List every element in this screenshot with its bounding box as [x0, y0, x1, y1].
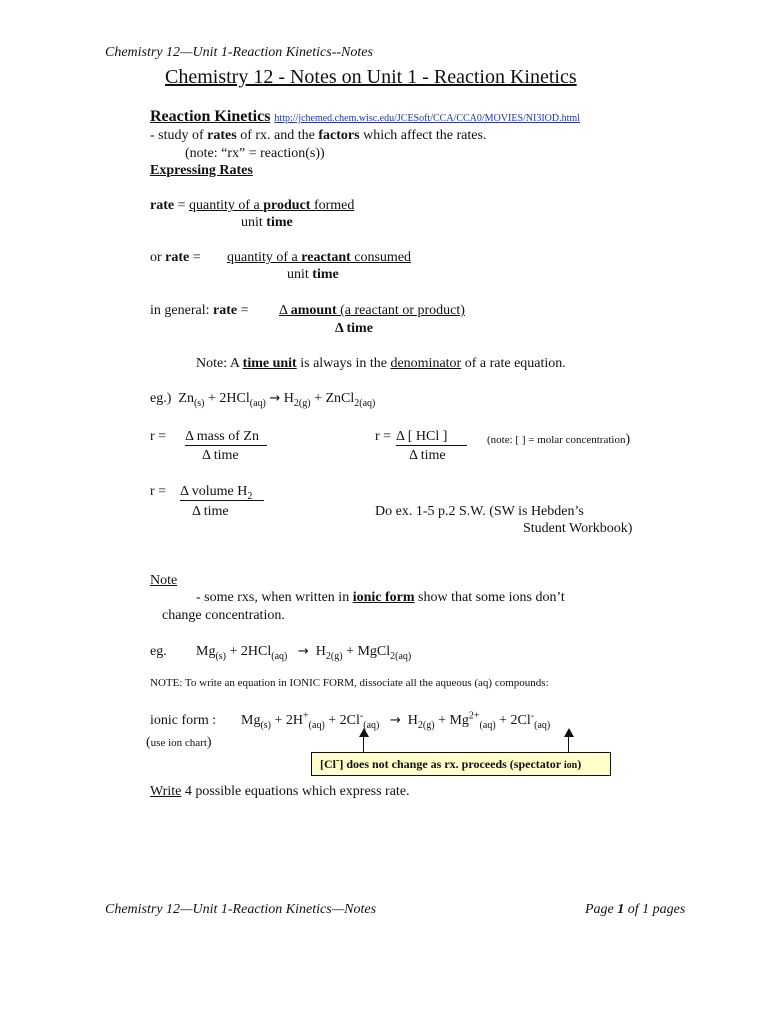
r-hcl-numerator: Δ [ HCl ] — [396, 429, 467, 446]
ionic-equation: $Mg_{(s)} + 2H^+_{(aq)} + 2Cl^-_{(aq)}$ → $H_{2(g)} + Mg^{2+}_{(aq)} + 2Cl^-_{(aq)}$ — [241, 710, 551, 731]
note-heading: Note — [150, 573, 178, 588]
exercise-line1: Do ex. 1-5 p.2 S.W. (SW is Hebden’s — [375, 504, 584, 519]
rate-general-denominator: Δ time — [335, 321, 373, 336]
reaction-arrow-icon: → — [297, 644, 309, 659]
pointer-line — [568, 736, 569, 752]
ionic-form-instruction: NOTE: To write an equation in IONIC FORM, dissociate all the aqueous (aq) compounds: — [150, 677, 549, 689]
expressing-rates-heading: Expressing Rates — [150, 163, 253, 178]
rate-reactant-formula: or rate = — [150, 250, 201, 265]
r-volume-label: r = — [150, 484, 167, 499]
pointer-arrow-icon — [359, 728, 369, 737]
r-mass-denominator: Δ time — [202, 448, 239, 463]
r-volume-numerator: Δ volume $H_2$ — [180, 484, 264, 501]
page-number: Page 1 of 1 pages — [585, 902, 686, 917]
r-mass-numerator: Δ mass of Zn — [185, 429, 267, 446]
rate-general-formula: in general: rate = — [150, 303, 249, 318]
note-line1: - some rxs, when written in ionic form show that some ions don’t — [196, 590, 565, 605]
ion-chart-hint: (use ion chart) — [146, 735, 212, 750]
section-heading-reaction-kinetics: Reaction Kinetics — [150, 108, 271, 125]
reaction-arrow-icon: → — [389, 713, 401, 728]
time-unit-note: Note: A time unit is always in the denominator of a rate equation. — [196, 356, 566, 371]
reaction-arrow-icon: → — [269, 391, 281, 406]
note-line2: change concentration. — [162, 608, 285, 623]
ionic-form-label: ionic form : — [150, 713, 217, 728]
rate-reactant-numerator: quantity of a reactant consumed — [227, 250, 412, 265]
r-volume-denominator: Δ time — [192, 504, 229, 519]
rx-note: (note: “rx” = reaction(s)) — [185, 146, 325, 161]
r-mass-label: r = — [150, 429, 167, 444]
example2-equation: $Mg_{(s)} + 2HCl_{(aq)}$ → $H_{2(g)}$ + MgCl$_{2(aq)}$ — [196, 644, 412, 662]
page-title: Chemistry 12 - Notes on Unit 1 - Reaction Kinetics — [165, 66, 577, 88]
pointer-line — [363, 736, 364, 752]
r-hcl-denominator: Δ time — [409, 448, 446, 463]
exercise-line2: Student Workbook) — [523, 521, 633, 536]
rate-general-numerator: Δ amount (a reactant or product) — [279, 303, 465, 318]
spectator-ion-callout: [Cl-] does not change as rx. proceeds (spectator ion) — [311, 752, 611, 776]
running-header: Chemistry 12—Unit 1-Reaction Kinetics--Notes — [105, 45, 373, 60]
kinetics-movie-link[interactable]: http://jchemed.chem.wisc.edu/JCESoft/CCA/CCA0/MOVIES/NI3IOD.html — [274, 113, 580, 124]
footer-title: Chemistry 12—Unit 1-Reaction Kinetics—Notes — [105, 902, 377, 917]
molar-concentration-note: (note: [ ] = molar concentration) — [487, 432, 631, 447]
rate-reactant-denominator: unit time — [287, 267, 339, 282]
example1-equation: eg.) $Zn_{(s)} + 2HCl_{(aq)} \to H_{2(g)}$ + ZnCl$_{2(aq)}$ — [150, 391, 376, 409]
intro-heading-row — [150, 108, 580, 126]
example2-label: eg. — [150, 644, 167, 659]
rate-product-formula: rate = quantity of a product formed — [150, 198, 355, 213]
study-line: - study of rates of rx. and the factors which affect the rates. — [150, 128, 487, 143]
write-instruction: Write 4 possible equations which express rate. — [150, 784, 410, 799]
pointer-arrow-icon — [564, 728, 574, 737]
rate-product-denominator: unit time — [241, 215, 293, 230]
r-hcl-label: r = — [375, 429, 392, 444]
